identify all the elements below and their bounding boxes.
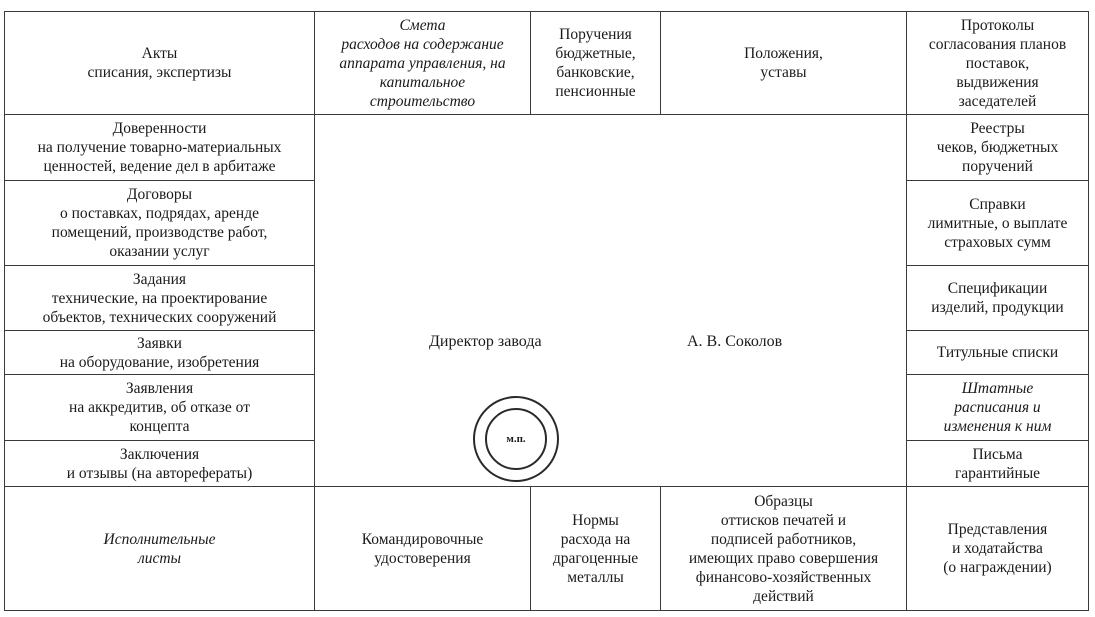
cell-certificates-text: Справки лимитные, о выплате страховых сумм: [927, 195, 1068, 251]
stamp-seal: [485, 408, 547, 470]
cell-estimate: [314, 11, 531, 115]
cell-guarantee-letters: [906, 440, 1089, 487]
cell-contracts-text: Договоры о поставках, подрядах, аренде помещений, производстве работ, оказании услуг: [51, 186, 268, 260]
cell-title-lists-text: Титульные списки: [936, 344, 1059, 361]
cell-petitions-text: Представления и ходатайства (о награждении): [943, 521, 1052, 576]
cell-petitions: [906, 486, 1089, 611]
cell-travel-certificates-text: Командировочные удостоверения: [361, 530, 484, 567]
cell-regulations-text: Положения, уставы: [744, 45, 823, 81]
cell-orders: [530, 11, 661, 115]
cell-certificates: [906, 180, 1089, 266]
cell-contracts: [4, 180, 315, 266]
cell-registers-text: Реестры чеков, бюджетных поручений: [936, 120, 1059, 175]
cell-tasks-text: Задания технические, на проектирование объектов, технических сооружений: [42, 270, 277, 326]
cell-travel-certificates: [314, 486, 531, 611]
cell-orders-text: Поручения бюджетные, банковские, пенсионные: [555, 26, 636, 100]
cell-specifications-text: Спецификации изделий, продукции: [931, 280, 1064, 316]
cell-estimate-text: Смета расходов на содержание аппарата управления, на капитальное строительство: [339, 16, 506, 110]
signature-authority-diagram: [4, 11, 1089, 611]
cell-staff-schedules-text: Штатные расписания и изменения к ним: [943, 380, 1052, 435]
cell-registers: [906, 114, 1089, 181]
director-block: [314, 114, 907, 487]
cell-protocols-text: Протоколы согласования планов поставок, выдвижения заседателей: [928, 16, 1067, 110]
cell-writs-text: Исполнительные листы: [103, 530, 216, 567]
cell-powers-of-attorney: [4, 114, 315, 181]
cell-samples: [660, 486, 907, 611]
cell-regulations: [660, 11, 907, 115]
cell-specifications: [906, 265, 1089, 331]
cell-acts: [4, 11, 315, 115]
cell-guarantee-letters-text: Письма гарантийные: [954, 445, 1041, 482]
cell-norms-text: Нормы расхода на драгоценные металлы: [552, 511, 639, 586]
cell-applications-text: Заявления на аккредитив, об отказе от концепта: [69, 380, 250, 435]
cell-writs: [4, 486, 315, 611]
cell-acts-text: Акты списания, экспертизы: [87, 45, 232, 81]
cell-applications: [4, 374, 315, 441]
cell-requests: [4, 330, 315, 375]
cell-samples-text: Образцы оттисков печатей и подписей работников, имеющих право совершения финансово-хозяйственных действий: [688, 492, 879, 605]
director-name: А. В. Соколов: [687, 333, 783, 350]
cell-title-lists: [906, 330, 1089, 375]
cell-norms: [530, 486, 661, 611]
cell-staff-schedules: [906, 374, 1089, 441]
cell-protocols: [906, 11, 1089, 115]
cell-powers-of-attorney-text: Доверенности на получение товарно-материальных ценностей, ведение дел в арбитаже: [37, 120, 282, 175]
director-title: Директор завода: [429, 333, 542, 350]
cell-conclusions-text: Заключения и отзывы (на авторефераты): [66, 445, 253, 482]
stamp-label: м.п.: [506, 433, 526, 445]
cell-conclusions: [4, 440, 315, 487]
cell-requests-text: Заявки на оборудование, изобретения: [59, 334, 260, 371]
cell-tasks: [4, 265, 315, 331]
